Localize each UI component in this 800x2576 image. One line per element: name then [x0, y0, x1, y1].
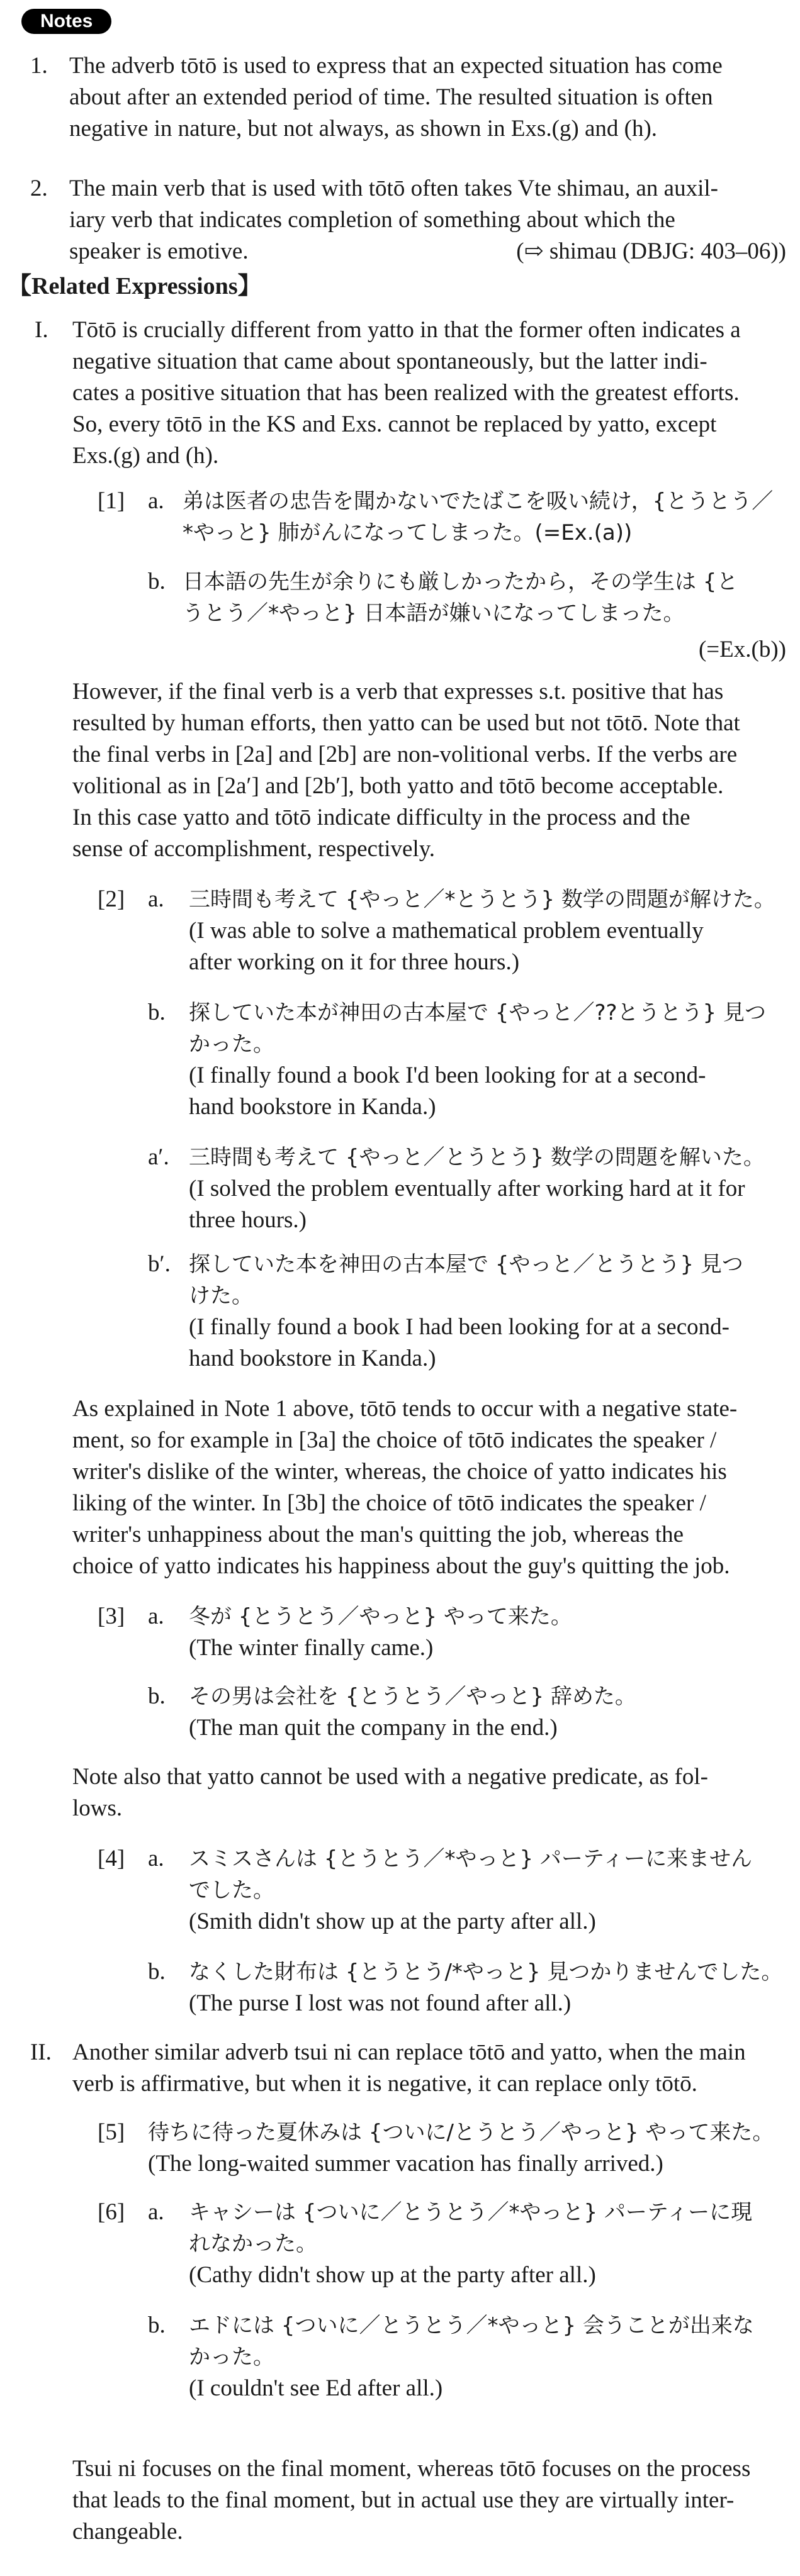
jp-line: スミスさんは {とうとう／*やっと} パーティーに来ません — [189, 1846, 753, 1871]
jp-line: 弟は医者の忠告を聞かないでたばこを吸い続け，{とうとう／ — [183, 489, 774, 514]
example-letter: b′. — [148, 1251, 171, 1277]
example-label: [6] — [98, 2199, 125, 2225]
section-number: II. — [30, 2039, 52, 2065]
jp-line: けた。 — [189, 1283, 253, 1308]
jp-line: 探していた本を神田の古本屋で {やっと／とうとう} 見つ — [189, 1252, 743, 1277]
jp-line: キャシーは {ついに／とうとう／*やっと} パーティーに現 — [189, 2200, 753, 2225]
text-line: Tōtō is crucially different from yatto in that the former often indicates a — [72, 317, 741, 343]
example-4b — [189, 1956, 782, 2019]
example-letter: a. — [148, 886, 164, 912]
jp-line: *やっと} 肺がんになってしまった。(=Ex.(a)) — [183, 520, 633, 545]
text-line: So, every tōtō in the KS and Exs. cannot be replaced by yatto, except — [72, 411, 717, 437]
text-line: In this case yatto and tōtō indicate difficulty in the process and the — [72, 805, 690, 830]
translation-line: (I finally found a book I'd been looking for at a second- — [189, 1062, 706, 1088]
text-line: the final verbs in [2a] and [2b] are non-volitional verbs. If the verbs are — [72, 742, 738, 767]
note-line: iary verb that indicates completion of something about which the — [69, 207, 675, 233]
example-6a — [189, 2197, 752, 2291]
translation-line: hand bookstore in Kanda.) — [189, 1094, 436, 1120]
translation-line: (The winter finally came.) — [189, 1635, 434, 1661]
jp-line: かった。 — [189, 1032, 274, 1057]
jp-line: でした。 — [189, 1878, 274, 1903]
example-letter: a. — [148, 2199, 164, 2225]
jp-line: 三時間も考えて {やっと／とうとう} 数学の問題を解いた。 — [189, 1145, 765, 1170]
jp-line: なくした財布は {とうとう/*やっと} 見つかりませんでした。 — [189, 1960, 783, 1985]
text-line: Note also that yatto cannot be used with a negative predicate, as fol- — [72, 1764, 708, 1790]
paragraph — [72, 1761, 708, 1824]
translation-line: (I solved the problem eventually after working hard at it for — [189, 1176, 745, 1202]
translation-line: (I couldn't see Ed after all.) — [189, 2375, 443, 2401]
example-label: [3] — [98, 1603, 125, 1629]
example-2b-prime — [189, 1249, 743, 1374]
example-1b — [183, 566, 738, 629]
jp-line: 待ちに待った夏休みは {ついに/とうとう／やっと} やって来た。 — [148, 2120, 774, 2145]
example-3a — [189, 1601, 572, 1664]
example-letter: b. — [148, 1959, 166, 1985]
example-letter: b. — [148, 569, 166, 594]
jp-line: 冬が {とうとう／やっと} やって来た。 — [189, 1604, 572, 1629]
jp-line: れなかった。 — [189, 2231, 317, 2256]
example-label: [1] — [98, 488, 125, 514]
translation-line: after working on it for three hours.) — [189, 949, 520, 975]
related-expressions-header: 【Related Expressions】 — [8, 273, 262, 299]
text-line: lows. — [72, 1795, 123, 1821]
translation-line: hand bookstore in Kanda.) — [189, 1346, 436, 1371]
note-number: 2. — [30, 176, 48, 201]
example-letter: b. — [148, 1683, 166, 1709]
example-2a — [189, 884, 775, 978]
note-1 — [69, 50, 723, 145]
text-line: choice of yatto indicates his happiness about the guy's quitting the job. — [72, 1553, 730, 1579]
section-2-intro — [72, 2037, 746, 2100]
translation-line: (Smith didn't show up at the party after all.) — [189, 1909, 596, 1934]
example-label: [5] — [98, 2119, 125, 2145]
translation-line: (Cathy didn't show up at the party after all.) — [189, 2262, 596, 2288]
example-2a-prime — [189, 1142, 765, 1236]
text-line: However, if the final verb is a verb that expresses s.t. positive that has — [72, 679, 724, 705]
text-line: writer's dislike of the winter, whereas, the choice of yatto indicates his — [72, 1459, 727, 1485]
jp-line: 探していた本が神田の古本屋で {やっと／??とうとう} 見つ — [189, 1000, 766, 1025]
text-line: changeable. — [72, 2519, 183, 2545]
jp-line: 日本語の先生が余りにも厳しかったから，その学生は {と — [183, 569, 738, 594]
jp-line: その男は会社を {とうとう／やっと} 辞めた。 — [189, 1684, 636, 1709]
example-2b — [189, 997, 766, 1123]
paragraph — [72, 1393, 737, 1582]
example-label: [2] — [98, 886, 125, 912]
paragraph — [72, 676, 740, 865]
example-5 — [148, 2117, 774, 2180]
jp-line: 三時間も考えて {やっと／*とうとう} 数学の問題が解けた。 — [189, 887, 775, 912]
example-letter: a. — [148, 1846, 164, 1871]
text-line: negative situation that came about spontaneously, but the latter indi- — [72, 348, 707, 374]
text-line: writer's unhappiness about the man's quitting the job, whereas the — [72, 1522, 684, 1547]
translation-line: (I was able to solve a mathematical problem eventually — [189, 918, 704, 944]
text-line: resulted by human efforts, then yatto can be used but not tōtō. Note that — [72, 710, 740, 736]
translation-line: (The long-waited summer vacation has finally arrived.) — [148, 2151, 663, 2177]
section-1-intro — [72, 315, 741, 472]
text-line: that leads to the final moment, but in actual use they are virtually inter- — [72, 2487, 735, 2513]
note-line: about after an extended period of time. The resulted situation is often — [69, 84, 713, 110]
text-line: Exs.(g) and (h). — [72, 443, 219, 469]
example-letter: a′. — [148, 1144, 169, 1170]
jp-line: エドには {ついに／とうとう／*やっと} 会うことが出来な — [189, 2313, 754, 2338]
text-line: ment, so for example in [3a] the choice of tōtō indicates the speaker / — [72, 1427, 717, 1453]
text-line: As explained in Note 1 above, tōtō tends to occur with a negative state- — [72, 1396, 738, 1422]
closing-paragraph — [72, 2453, 750, 2548]
text-line: Another similar adverb tsui ni can replace tōtō and yatto, when the main — [72, 2039, 746, 2065]
jp-line: うとう／*やっと} 日本語が嫌いになってしまった。 — [183, 601, 685, 626]
text-line: verb is affirmative, but when it is negative, it can replace only tōtō. — [72, 2071, 697, 2097]
example-letter: a. — [148, 1603, 164, 1629]
example-letter: b. — [148, 2312, 166, 2338]
example-letter: a. — [148, 488, 164, 514]
section-number: I. — [35, 317, 48, 343]
text-line: liking of the winter. In [3b] the choice of tōtō indicates the speaker / — [72, 1490, 706, 1516]
text-line: cates a positive situation that has been realized with the greatest efforts. — [72, 380, 740, 406]
example-label: [4] — [98, 1846, 125, 1871]
translation-line: (I finally found a book I had been looking for at a second- — [189, 1314, 730, 1340]
note-line: The adverb tōtō is used to express that an expected situation has come — [69, 53, 723, 79]
example-1a — [183, 486, 773, 549]
notes-badge: Notes — [21, 9, 111, 34]
note-line: The main verb that is used with tōtō often takes Vte shimau, an auxil- — [69, 176, 718, 201]
translation-line: (The man quit the company in the end.) — [189, 1715, 558, 1741]
example-3b — [189, 1681, 636, 1744]
note-line: speaker is emotive. — [69, 238, 249, 264]
translation-line: (The purse I lost was not found after all.) — [189, 1990, 572, 2016]
text-line: Tsui ni focuses on the final moment, whereas tōtō focuses on the process — [72, 2456, 751, 2482]
note-number: 1. — [30, 53, 48, 79]
example-6b — [189, 2310, 754, 2404]
example-letter: b. — [148, 1000, 166, 1025]
text-line: sense of accomplishment, respectively. — [72, 836, 436, 862]
cross-reference: (⇨ shimau (DBJG: 403–06)) — [516, 238, 786, 264]
translation-line: three hours.) — [189, 1207, 307, 1233]
jp-line: かった。 — [189, 2345, 274, 2370]
note-line: negative in nature, but not always, as shown in Exs.(g) and (h). — [69, 116, 658, 142]
cross-reference: (=Ex.(b)) — [698, 637, 786, 662]
text-line: volitional as in [2a′] and [2b′], both yatto and tōtō become acceptable. — [72, 773, 724, 799]
example-4a — [189, 1843, 752, 1938]
